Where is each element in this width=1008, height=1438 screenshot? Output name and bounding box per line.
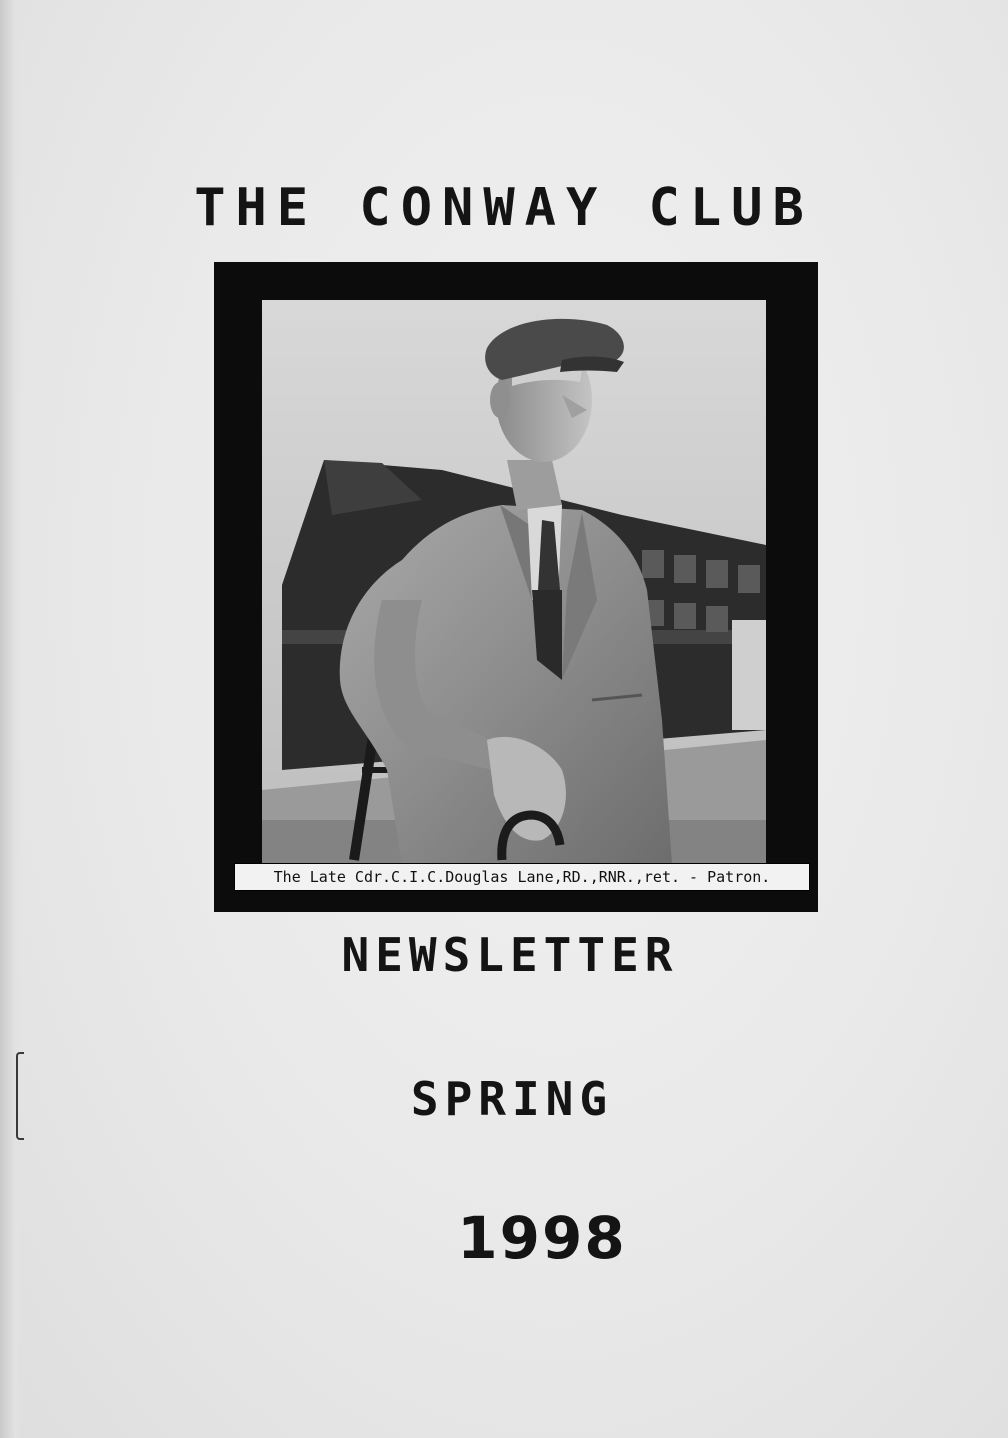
newsletter-label: NEWSLETTER: [341, 928, 679, 982]
year-label: 1998: [457, 1204, 627, 1272]
photo-caption: The Late Cdr.C.I.C.Douglas Lane,RD.,RNR.,ret. - Patron.: [234, 863, 810, 891]
patron-photo: [262, 300, 766, 864]
club-title: THE CONWAY CLUB: [194, 178, 814, 238]
patron-photo-illustration: [262, 300, 766, 864]
season-label: SPRING: [410, 1072, 614, 1126]
photo-frame: [214, 262, 818, 912]
